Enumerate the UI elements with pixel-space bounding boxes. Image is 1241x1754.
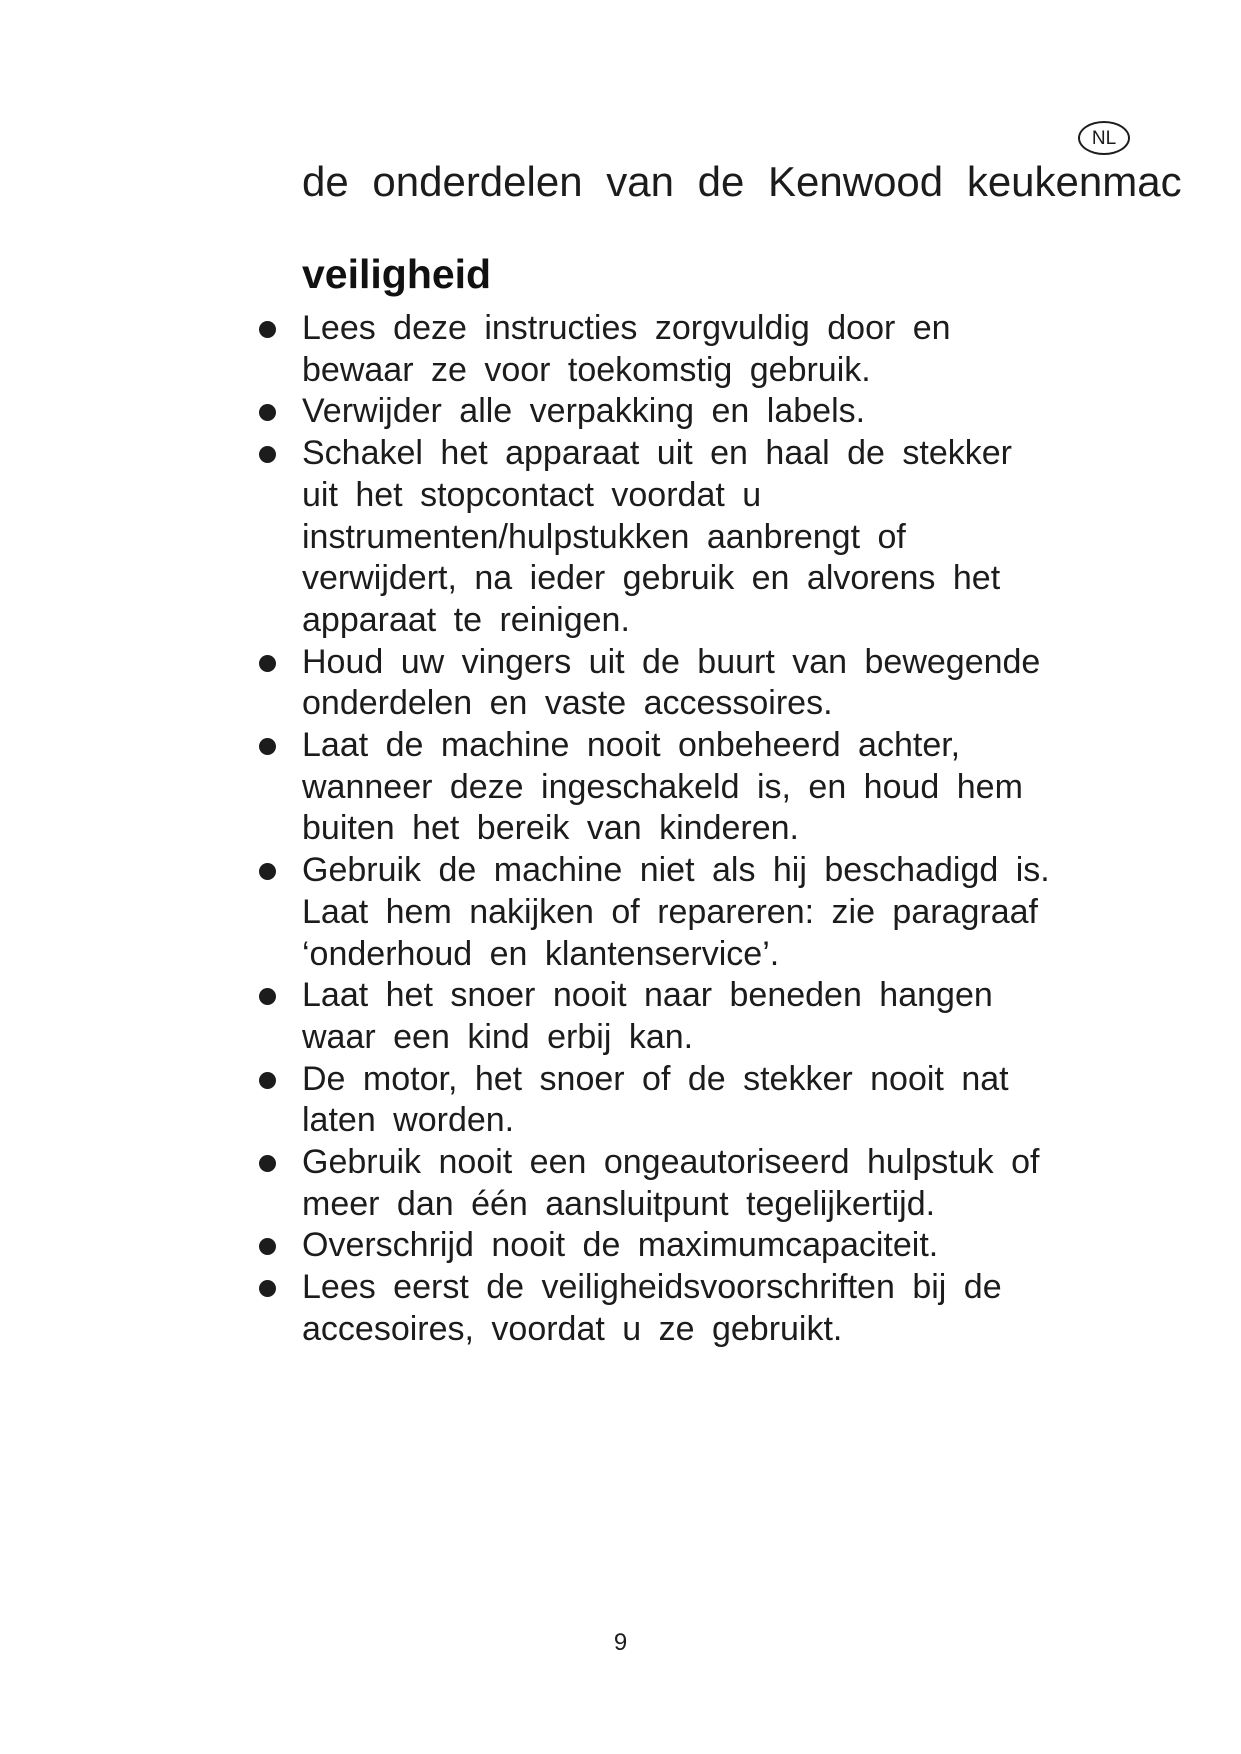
list-item: [302, 850, 1062, 975]
list-item: [302, 725, 1062, 850]
list-item-text: Verwijder alle verpakking en labels.: [302, 392, 866, 431]
list-item-text: Laat het snoer nooit naar beneden hangen waar een kind erbij kan.: [302, 976, 993, 1056]
bullet-icon: [259, 404, 276, 421]
list-item-text: Laat de machine nooit onbeheerd achter, wanneer deze ingeschakeld is, en houd hem buiten het bereik van kinderen.: [302, 726, 1023, 848]
list-item: [302, 642, 1062, 725]
list-item: [302, 1267, 1062, 1350]
bullet-icon: [259, 738, 276, 755]
list-item-text: Gebruik de machine niet als hij beschadigd is. Laat hem nakijken of repareren: zie paragraaf ‘onderhoud en klantenservice’.: [302, 851, 1050, 973]
list-item-text: Overschrijd nooit de maximumcapaciteit.: [302, 1226, 939, 1265]
list-item: [302, 391, 1062, 433]
list-item-text: Schakel het apparaat uit en haal de stekker uit het stopcontact voordat u instrumenten/hulpstukken aanbrengt of verwijdert, na ieder gebruik en alvorens het apparaat te reinigen.: [302, 434, 1012, 639]
list-item: [302, 433, 1062, 642]
list-item: [302, 975, 1062, 1058]
bullet-icon: [259, 1280, 276, 1297]
list-item-text: Lees deze instructies zorgvuldig door en bewaar ze voor toekomstig gebruik.: [302, 309, 951, 389]
list-item: [302, 308, 1062, 391]
language-badge: NL: [1078, 121, 1130, 155]
list-item-text: Lees eerst de veiligheidsvoorschriften bij de accesoires, voordat u ze gebruikt.: [302, 1268, 1002, 1348]
bullet-icon: [259, 1238, 276, 1255]
bullet-icon: [259, 1155, 276, 1172]
list-item: [302, 1225, 1062, 1267]
bullet-icon: [259, 446, 276, 463]
safety-list: [302, 308, 1062, 1351]
page-number: 9: [613, 1629, 628, 1656]
running-title: de onderdelen van de Kenwood keukenmac: [302, 158, 1182, 205]
list-item-text: De motor, het snoer of de stekker nooit nat laten worden.: [302, 1059, 1009, 1140]
bullet-icon: [259, 655, 276, 672]
section-heading: veiligheid: [302, 251, 492, 297]
bullet-icon: [259, 863, 276, 880]
list-item: [302, 1059, 1062, 1142]
bullet-icon: [259, 988, 276, 1005]
bullet-icon: [259, 1072, 276, 1089]
list-item: [302, 1142, 1062, 1225]
list-item-text: Houd uw vingers uit de buurt van bewegende onderdelen en vaste accessoires.: [302, 642, 1041, 723]
bullet-icon: [259, 321, 276, 338]
list-item-text: Gebruik nooit een ongeautoriseerd hulpstuk of meer dan één aansluitpunt tegelijkertijd.: [302, 1143, 1040, 1223]
